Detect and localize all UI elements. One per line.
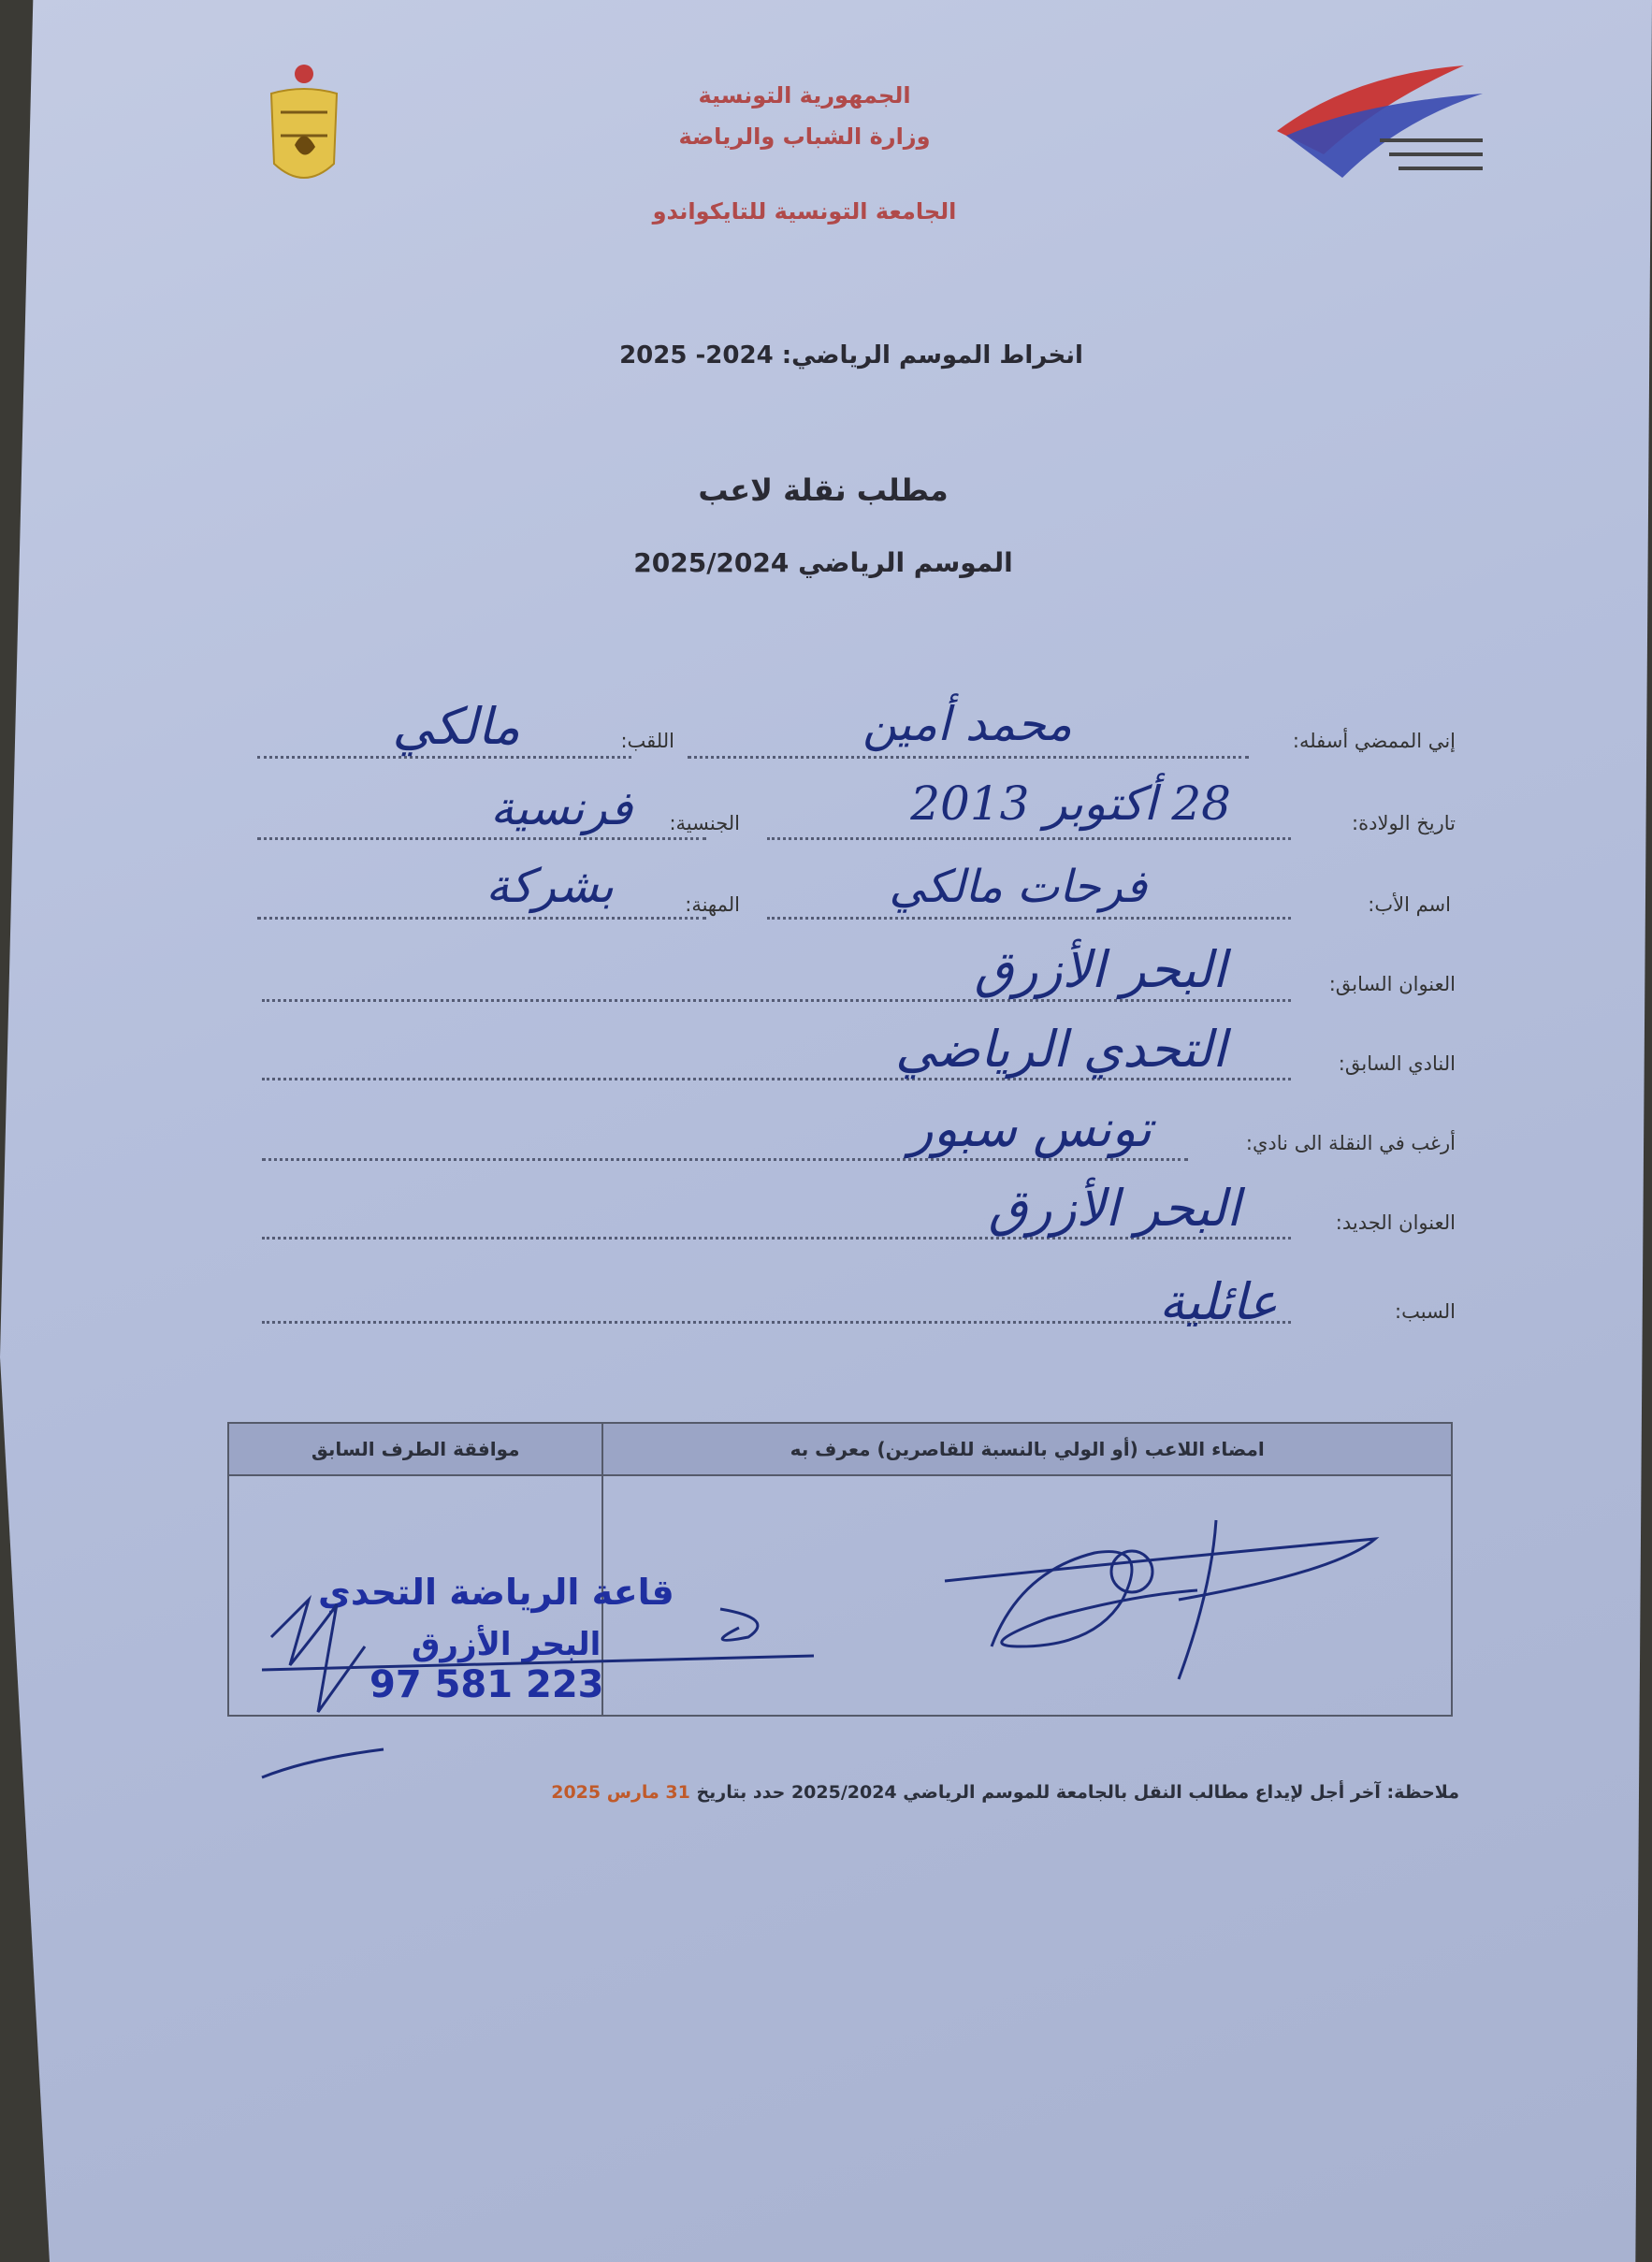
header-federation: الجامعة التونسية للتايكواندو xyxy=(652,198,957,225)
nationality-line xyxy=(257,837,706,840)
form-title: مطلب نقلة لاعب xyxy=(698,472,949,508)
note-deadline: 31 مارس 2025 xyxy=(551,1782,690,1803)
birthdate-label: تاريخ الولادة: xyxy=(1352,812,1456,834)
surname-line xyxy=(257,756,631,759)
header-country: الجمهورية التونسية xyxy=(698,82,911,109)
father-line xyxy=(767,917,1291,920)
surname-value: مالكي xyxy=(392,697,520,756)
season-header: انخراط الموسم الرياضي: 2024- 2025 xyxy=(619,341,1083,370)
deadline-note xyxy=(412,1782,1459,1803)
new-address-label: العنوان الجديد: xyxy=(1335,1211,1456,1234)
birthdate-line xyxy=(767,837,1291,840)
name-label: إني الممضي أسفله: xyxy=(1292,730,1456,752)
stamp-line-2: البحر الأزرق xyxy=(412,1626,601,1663)
previous-party-header: موافقة الطرف السابق xyxy=(228,1423,602,1475)
old-address-line xyxy=(262,999,1291,1002)
old-club-value: التحدي الرياضي xyxy=(895,1020,1226,1079)
federation-logo xyxy=(1268,65,1492,196)
new-club-value: تونس سبور xyxy=(908,1099,1152,1158)
nationality-value: فرنسية xyxy=(490,781,632,835)
birthdate-value: 28 أكتوبر 2013 xyxy=(910,776,1231,831)
form-subtitle: الموسم الرياضي 2025/2024 xyxy=(633,547,1013,578)
previous-party-signature xyxy=(253,1581,833,1796)
new-club-line xyxy=(262,1158,1188,1161)
old-club-label: النادي السابق: xyxy=(1338,1052,1456,1075)
nationality-label: الجنسية: xyxy=(669,812,740,834)
job-line xyxy=(257,917,706,920)
reason-label: السبب: xyxy=(1395,1300,1456,1323)
new-address-value: البحر الأزرق xyxy=(988,1179,1240,1238)
reason-value: عائلية xyxy=(1159,1272,1278,1331)
father-value: فرحات مالكي xyxy=(889,861,1147,913)
stamp-line-1: قاعة الرياضة التحدي xyxy=(318,1572,674,1613)
tunisia-emblem xyxy=(257,61,351,201)
surname-label: اللقب: xyxy=(620,730,674,752)
old-address-label: العنوان السابق: xyxy=(1328,973,1456,995)
player-signature-header: امضاء اللاعب (أو الولي بالنسبة للقاصرين) معرف به xyxy=(602,1423,1452,1475)
player-signature xyxy=(935,1506,1403,1693)
header-ministry: وزارة الشباب والرياضة xyxy=(678,123,931,150)
old-address-value: البحر الأزرق xyxy=(974,940,1226,999)
reason-line xyxy=(262,1321,1291,1324)
job-label: المهنة: xyxy=(685,893,740,916)
name-line xyxy=(688,756,1249,759)
father-label: اسم الأب: xyxy=(1368,893,1451,916)
name-value: محمد أمين xyxy=(862,697,1072,751)
note-text: ملاحظة: آخر أجل لإيداع مطالب النقل بالجامعة للموسم الرياضي 2025/2024 حدد بتاريخ xyxy=(696,1782,1459,1803)
new-club-label: أرغب في النقلة الى نادي: xyxy=(1245,1132,1456,1154)
stamp-phone: 97 581 223 xyxy=(370,1663,604,1706)
job-value: بشركة xyxy=(485,859,614,913)
